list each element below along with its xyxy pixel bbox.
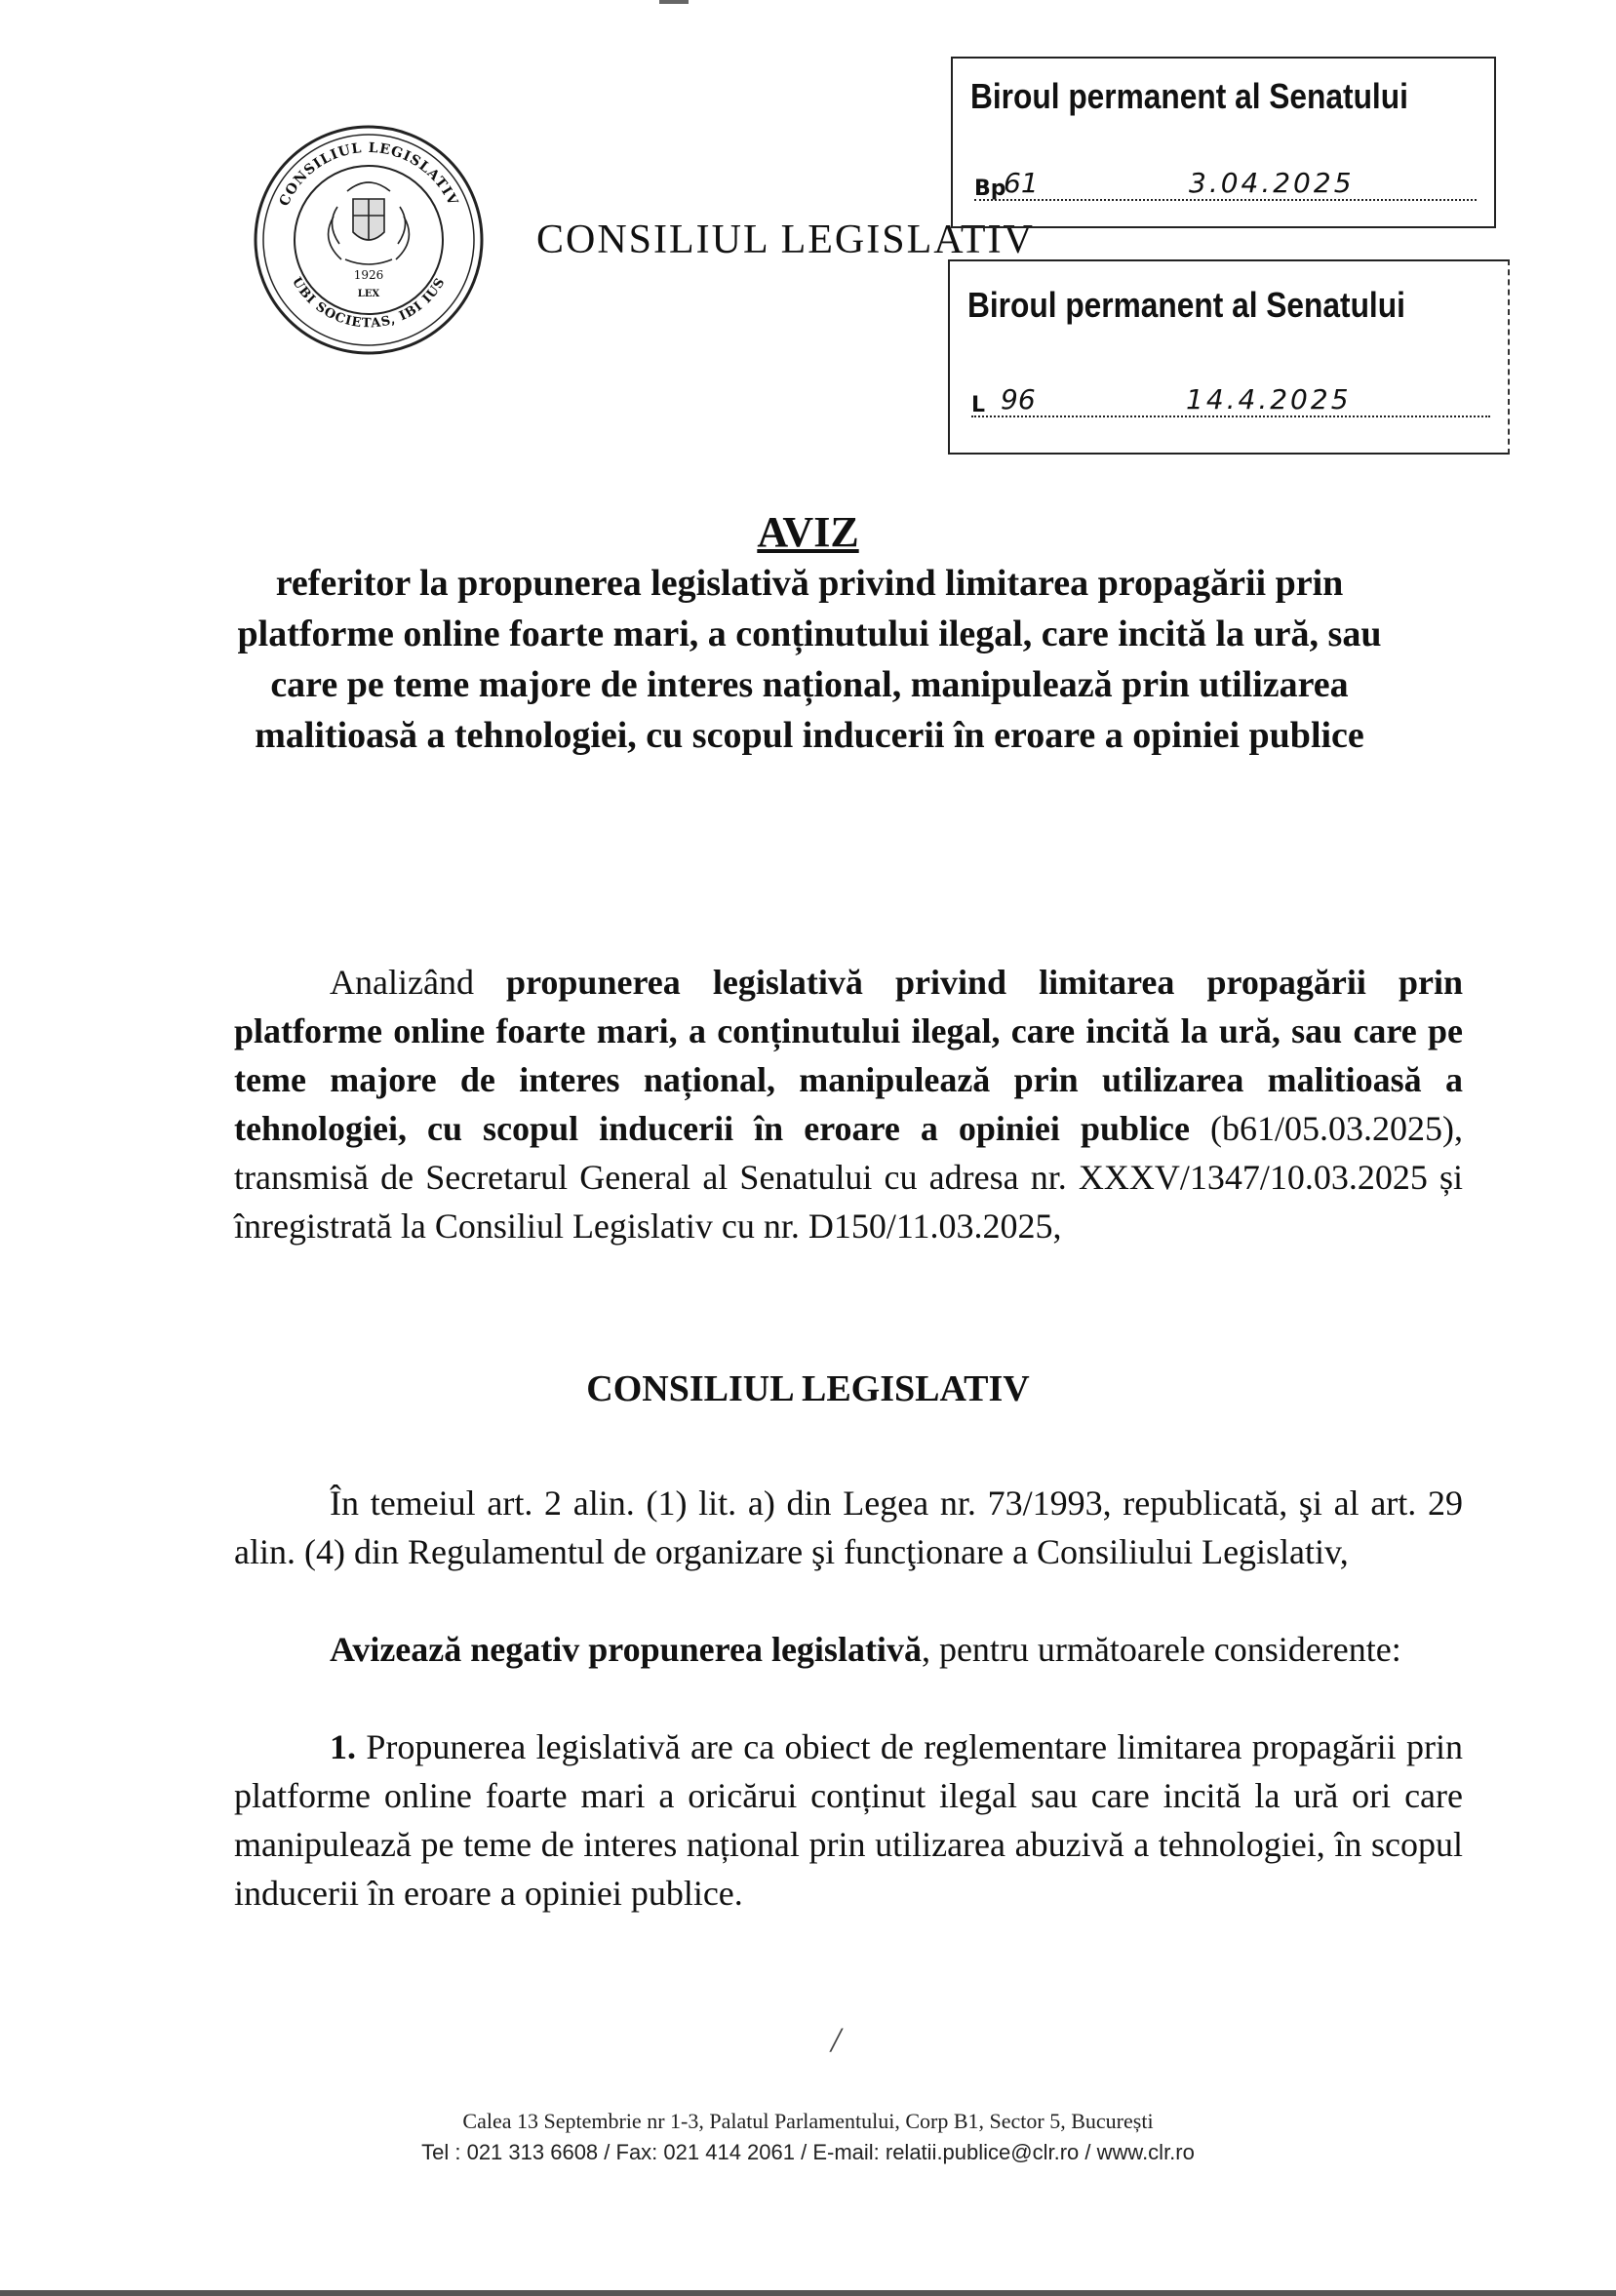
seal-top-text: CONSILIUL LEGISLATIV [276, 139, 461, 209]
scan-mark [659, 0, 689, 4]
footer-contact: Tel : 021 313 6608 / Fax: 021 414 2061 / E-mail: relatii.publice@clr.ro / www.clr.ro [421, 2140, 1195, 2164]
seal-lex: LEX [357, 289, 380, 299]
intro-text-bold: propunerea legislativă privind limitarea propagării prin platforme online foarte mari, a conținutului ilegal, care incită la ură, sau care pe teme majore de interes național, manipulează prin utilizarea malitioasă a tehnologiei, cu scopul inducerii în eroare a opiniei publice [234, 963, 1463, 1148]
stamp-date: 14.4.2025 [1186, 383, 1352, 416]
stamp-entry-line [974, 160, 1477, 201]
stamp-date: 3.04.2025 [1189, 167, 1355, 199]
legal-basis-paragraph: În temeiul art. 2 alin. (1) lit. a) din Legea nr. 73/1993, republicată, şi al art. 29 alin. (4) din Regulamentul de organizare şi funcţionare a Consiliului Legislativ, [234, 1484, 1463, 1571]
point-1-paragraph [234, 1722, 1463, 1918]
stamp-number: 96 [1001, 383, 1036, 416]
coat-of-arms-icon [329, 182, 410, 264]
stamp-prefix: Bp [974, 177, 1006, 201]
stamp-prefix: L [971, 393, 986, 417]
stamp-entry-line [971, 376, 1490, 417]
intro-paragraph [234, 958, 1463, 1250]
intro-text-end: (b61/05.03.2025), transmisă de Secretarul General al Senatului cu adresa nr. XXXV/1347/10.03.2025 și înregistrată la Consiliul Legislativ cu nr. D150/11.03.2025, [234, 1109, 1463, 1246]
intro-text-start: Analizând [330, 963, 507, 1002]
stamp-title: Biroul permanent al Senatului [970, 76, 1408, 116]
decision-bold: Avizează negativ propunerea legislativă [330, 1630, 922, 1669]
seal-year: 1926 [353, 268, 384, 282]
point-1-text: Propunerea legislativă are ca obiect de reglementare limitarea propagării prin platforme online foarte mari a oricărui conținut ilegal sau care incită la ură ori care manipulează pe teme de interes național prin utilizarea abuzivă a tehnologiei, în scopul inducerii în eroare a opiniei publice. [234, 1727, 1463, 1913]
page-mark: / [831, 2020, 842, 2059]
decision-paragraph [234, 1625, 1463, 1674]
point-number: 1. [330, 1727, 356, 1766]
document-subtitle: referitor la propunerea legislativă privind limitarea propagării prin platforme online foarte mari, a conținutului ilegal, care incită la ură, sau care pe teme majore de interes național, manipulează prin utilizarea malitioasă a tehnologiei, cu scopul inducerii în eroare a opiniei publice [237, 563, 1382, 756]
stamp-title: Biroul permanent al Senatului [967, 285, 1405, 325]
svg-text:UBI SOCIETAS, IBI IUS [289, 275, 449, 332]
registration-stamp-1 [951, 57, 1496, 228]
organization-name: CONSILIUL LEGISLATIV [536, 218, 1035, 262]
decision-text: , pentru următoarele considerente: [921, 1630, 1401, 1669]
stamp-number: 61 [1004, 167, 1039, 199]
document-heading: AVIZ [757, 508, 859, 556]
scan-edge [0, 2290, 1616, 2296]
registration-stamp-2 [948, 259, 1510, 455]
footer-address: Calea 13 Septembrie nr 1-3, Palatul Parlamentului, Corp B1, Sector 5, București [462, 2109, 1154, 2133]
section-title: CONSILIUL LEGISLATIV [586, 1368, 1030, 1409]
seal-motto: UBI SOCIETAS, IBI IUS [289, 274, 449, 332]
consiliul-legislativ-seal [252, 123, 486, 357]
